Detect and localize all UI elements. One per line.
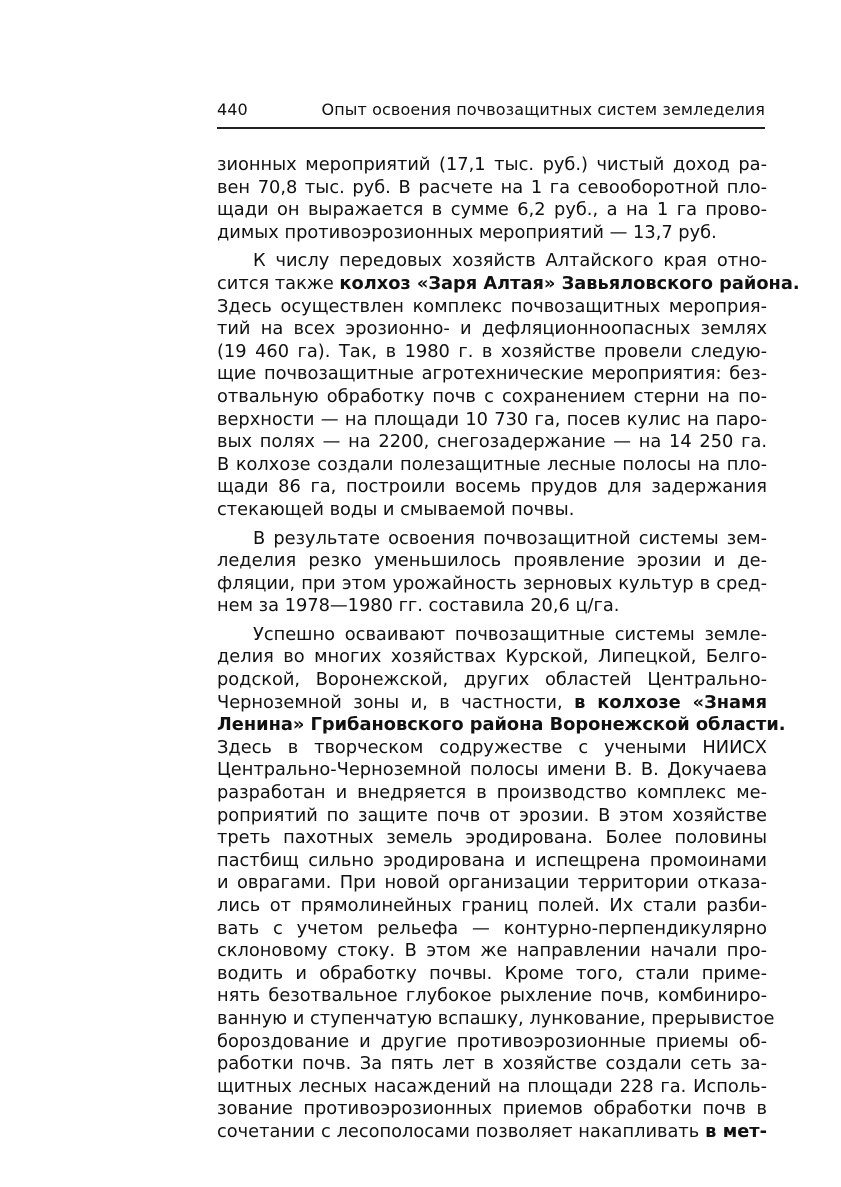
text-line xyxy=(217,940,767,963)
text-run: и оврагами. При новой организации территории отказа- xyxy=(217,872,767,894)
text-run: фляции, при этом урожайность зерновых культур в сред- xyxy=(217,572,767,594)
text-run: треть пахотных земель эродирована. Более половины xyxy=(217,827,767,849)
text-line xyxy=(217,341,767,364)
header-rule xyxy=(217,127,765,129)
text-run: Черноземной зоны и, в частности, xyxy=(217,691,575,713)
text-run: димых противоэрозионных мероприятий — 13,7 руб. xyxy=(217,221,717,243)
text-run: К числу передовых хозяйств Алтайского края отно- xyxy=(253,250,767,272)
running-head xyxy=(217,98,765,122)
text-run: роприятий по защите почв от эрозии. В этом хозяйстве xyxy=(217,804,767,826)
text-run: зование противоэрозионных приемов обработки почв в xyxy=(217,1098,767,1120)
text-line xyxy=(217,199,767,222)
text-line xyxy=(217,363,767,386)
text-line xyxy=(217,805,767,828)
bold-text: колхоз «Заря Алтая» Завьяловского района. xyxy=(339,272,800,294)
text-run: нять безотвальное глубокое рыхление почв, комбиниро- xyxy=(217,985,767,1007)
text-line xyxy=(217,963,767,986)
text-run: родской, Воронежской, других областей Центрально- xyxy=(217,669,767,691)
bold-text: в колхозе «Знамя xyxy=(574,691,768,713)
text-run: нем за 1978—1980 гг. составила 20,6 ц/га. xyxy=(217,595,620,617)
text-run: вать с учетом рельефа — контурно-перпендикулярно xyxy=(217,917,767,939)
text-line xyxy=(217,595,767,618)
text-line xyxy=(217,1007,775,1031)
text-run: зионных мероприятий (17,1 тыс. руб.) чистый доход ра- xyxy=(217,154,767,175)
bold-text: в мет- xyxy=(705,1120,767,1142)
text-run: В результате освоения почвозащитной системы зем- xyxy=(253,527,767,549)
text-line xyxy=(217,737,767,760)
text-run: щитных лесных насаждений на площади 228 га. Исполь- xyxy=(217,1075,767,1097)
text-run: работки почв. За пять лет в хозяйстве создали сеть за- xyxy=(217,1053,767,1075)
text-run: бороздование и другие противоэрозионные приемы об- xyxy=(217,1030,767,1052)
text-run: Центрально-Черноземной полосы имени В. В. Докучаева xyxy=(217,759,767,781)
text-run: щади он выражается в сумме 6,2 руб., а на 1 га прово- xyxy=(217,199,767,221)
paragraph xyxy=(217,154,767,244)
paragraph xyxy=(217,250,800,521)
text-line xyxy=(217,1121,767,1144)
text-line xyxy=(217,624,767,647)
text-run: пастбищ сильно эродирована и испещрена промоинами xyxy=(217,849,767,871)
text-line xyxy=(217,550,767,573)
text-run: тий на всех эрозионно- и дефляционноопасных землях xyxy=(217,318,767,340)
text-run: Здесь осуществлен комплекс почвозащитных мероприя- xyxy=(217,295,767,317)
text-line xyxy=(217,1076,767,1099)
text-run: склоновому стоку. В этом же направлении начали про- xyxy=(217,940,767,962)
text-line xyxy=(217,692,767,715)
text-run: щие почвозащитные агротехнические мероприятия: без- xyxy=(217,363,767,385)
text-run: вых полях — на 2200, снегозадержание — на 14 250 га. xyxy=(217,431,767,453)
text-run: щади 86 га, построили восемь прудов для задержания xyxy=(217,476,767,498)
text-run: водить и обработку почвы. Кроме того, стали приме- xyxy=(217,962,767,984)
text-line xyxy=(217,222,767,245)
text-line xyxy=(217,1098,767,1121)
text-line xyxy=(217,985,767,1008)
text-run: Здесь в творческом содружестве с учеными НИИСХ xyxy=(217,736,767,758)
text-line xyxy=(217,318,767,341)
text-line xyxy=(217,669,767,692)
text-run: (19 460 га). Так, в 1980 г. в хозяйстве провели следую- xyxy=(217,340,767,362)
text-run: В колхозе создали полезащитные лесные полосы на пло- xyxy=(217,453,767,475)
text-run: леделия резко уменьшилось проявление эрозии и де- xyxy=(217,550,767,572)
text-line xyxy=(217,895,767,918)
text-run: сится также xyxy=(217,272,340,294)
page-number: 440 xyxy=(217,100,248,119)
text-line xyxy=(217,409,767,432)
paragraph xyxy=(217,623,786,1144)
text-run: стекающей воды и смываемой почвы. xyxy=(217,498,575,520)
body-text xyxy=(217,154,800,1144)
text-run: ванную и ступенчатую вспашку, лункование, прерывистое xyxy=(217,1007,775,1029)
text-line xyxy=(217,296,767,319)
text-run: сочетании с лесополосами позволяет накапливать xyxy=(217,1120,706,1142)
bold-text: Ленина» Грибановского района Воронежской области. xyxy=(217,714,786,736)
text-line xyxy=(217,177,767,200)
running-title: Опыт освоения почвозащитных систем земледелия xyxy=(321,100,765,119)
text-run: отвальную обработку почв с сохранением стерни на по- xyxy=(217,385,767,407)
text-line xyxy=(217,431,767,454)
text-run: лись от прямолинейных границ полей. Их стали разби- xyxy=(217,895,767,916)
text-line xyxy=(217,573,767,596)
text-line xyxy=(217,454,767,477)
text-line xyxy=(217,528,767,551)
paragraph xyxy=(217,528,767,618)
text-line xyxy=(217,646,767,669)
text-line xyxy=(217,272,800,296)
text-line xyxy=(217,850,767,873)
text-line xyxy=(217,386,767,409)
text-line xyxy=(217,154,767,177)
text-line xyxy=(217,1053,767,1076)
text-line xyxy=(217,782,767,805)
text-line xyxy=(217,872,767,895)
text-line xyxy=(217,714,786,737)
text-run: разработан и внедряется в производство комплекс ме- xyxy=(217,782,767,804)
text-line xyxy=(217,827,767,850)
text-line xyxy=(217,918,767,941)
text-line xyxy=(217,476,767,499)
text-line xyxy=(217,250,767,273)
text-run: Успешно осваивают почвозащитные системы земле- xyxy=(253,623,767,645)
text-run: верхности — на площади 10 730 га, посев кулис на паро- xyxy=(217,408,767,430)
text-line xyxy=(217,759,767,782)
text-line xyxy=(217,499,767,522)
text-run: делия во многих хозяйствах Курской, Липецкой, Белго- xyxy=(217,646,767,668)
text-run: вен 70,8 тыс. руб. В расчете на 1 га севооборотной пло- xyxy=(217,176,767,198)
text-line xyxy=(217,1031,767,1054)
